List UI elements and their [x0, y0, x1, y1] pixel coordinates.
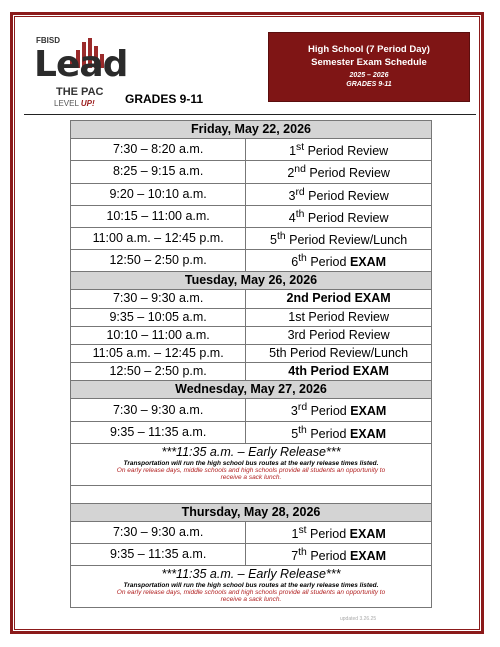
- early-release-row: [71, 566, 432, 608]
- table-row: 10:10 – 11:00 a.m. 3rd Period Review: [71, 326, 432, 344]
- exam-schedule-table: [70, 120, 432, 608]
- table-row: 9:35 – 11:35 a.m. 5th Period EXAM: [71, 421, 432, 443]
- table-row: 9:20 – 10:10 a.m. 3rd Period Review: [71, 183, 432, 205]
- table-row: 7:30 – 9:30 a.m. 2nd Period EXAM: [71, 290, 432, 308]
- table-row: 9:35 – 11:35 a.m. 7th Period EXAM: [71, 544, 432, 566]
- updated-footnote: updated 3.26.25: [340, 616, 377, 622]
- district-logo: [30, 34, 128, 110]
- grades-label: GRADES 9-11: [125, 92, 204, 106]
- title-banner: [268, 32, 470, 102]
- transportation-note: Transportation will run the high school bus routes at the early release times listed.: [123, 582, 379, 590]
- logo-pac-text: THE PAC: [56, 86, 104, 98]
- table-row: 7:30 – 9:30 a.m. 1st Period EXAM: [71, 522, 432, 544]
- sack-lunch-note-line1: On early release days, middle schools and high schools provide all students an opportunity to: [116, 466, 386, 474]
- logo-lead-text: Lead: [34, 44, 128, 85]
- early-release-heading: ***11:35 a.m. – Early Release***: [161, 567, 341, 582]
- header-divider: [24, 114, 476, 115]
- banner-title-line1: High School (7 Period Day): [308, 44, 430, 55]
- table-row: 10:15 – 11:00 a.m. 4th Period Review: [71, 205, 432, 227]
- transportation-note: Transportation will run the high school bus routes at the early release times listed.: [123, 459, 379, 467]
- banner-title-line2: Semester Exam Schedule: [311, 57, 427, 68]
- day-header-wednesday: Wednesday, May 27, 2026: [71, 381, 432, 399]
- banner-school-year: 2025 – 2026: [349, 72, 389, 79]
- table-row: 7:30 – 8:20 a.m. 1st Period Review: [71, 139, 432, 161]
- early-release-row: [71, 443, 432, 485]
- table-row: 11:05 a.m. – 12:45 p.m. 5th Period Review/Lunch: [71, 344, 432, 362]
- early-release-heading: ***11:35 a.m. – Early Release***: [161, 444, 341, 459]
- logo-district-text: FBISD: [36, 36, 60, 45]
- sack-lunch-note-line1: On early release days, middle schools and high schools provide all students an opportunity to: [116, 589, 386, 597]
- day-header-thursday: Thursday, May 28, 2026: [71, 503, 432, 521]
- table-row: 9:35 – 10:05 a.m. 1st Period Review: [71, 308, 432, 326]
- table-row: 12:50 – 2:50 p.m. 6th Period EXAM: [71, 249, 432, 271]
- table-row: 11:00 a.m. – 12:45 p.m. 5th Period Review/Lunch: [71, 227, 432, 249]
- sack-lunch-note-line2: receive a sack lunch.: [220, 473, 282, 481]
- table-row: 8:25 – 9:15 a.m. 2nd Period Review: [71, 161, 432, 183]
- table-row: 7:30 – 9:30 a.m. 3rd Period EXAM: [71, 399, 432, 421]
- day-header-friday: Friday, May 22, 2026: [71, 121, 432, 139]
- table-spacer: [71, 485, 432, 503]
- sack-lunch-note-line2: receive a sack lunch.: [220, 596, 282, 604]
- banner-grades: GRADES 9-11: [346, 81, 392, 88]
- table-row: 12:50 – 2:50 p.m. 4th Period EXAM: [71, 363, 432, 381]
- logo-level-up: LEVEL UP!: [54, 99, 95, 108]
- day-header-tuesday: Tuesday, May 26, 2026: [71, 272, 432, 290]
